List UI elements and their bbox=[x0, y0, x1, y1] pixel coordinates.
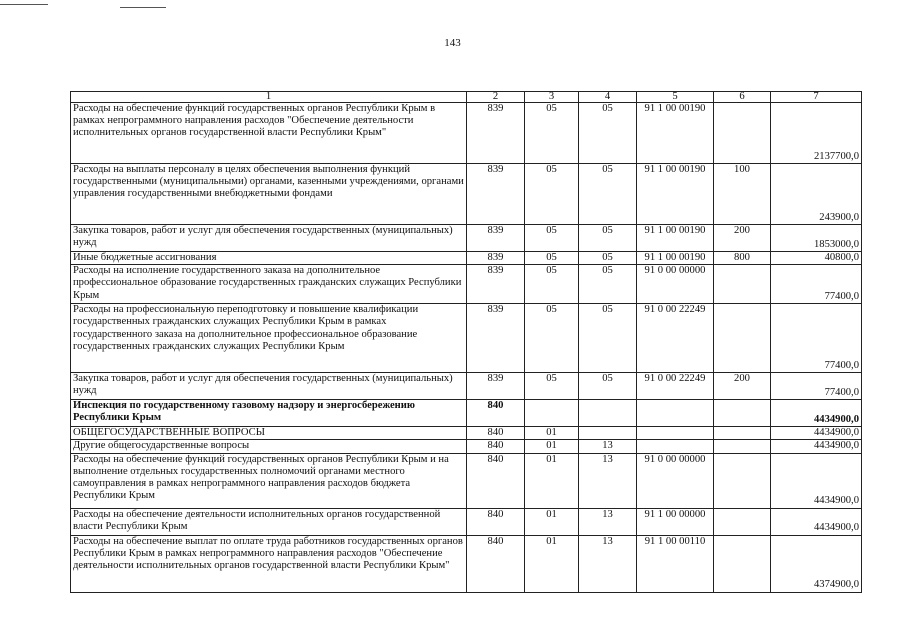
budget-table bbox=[70, 91, 862, 593]
row-section: 05 bbox=[525, 164, 579, 225]
row-description: Закупка товаров, работ и услуг для обеспечения государственных (муниципальных) нужд bbox=[71, 373, 467, 400]
row-amount: 40800,0 bbox=[771, 252, 862, 265]
header-cell: 4 bbox=[579, 92, 637, 103]
header-cell: 2 bbox=[467, 92, 525, 103]
header-cell: 7 bbox=[771, 92, 862, 103]
row-target-article: 91 0 00 22249 bbox=[637, 304, 714, 373]
row-ministry-code: 839 bbox=[467, 164, 525, 225]
row-section: 05 bbox=[525, 225, 579, 252]
row-expense-type: 200 bbox=[714, 373, 771, 400]
table-row bbox=[71, 164, 862, 225]
table-row bbox=[71, 265, 862, 304]
row-expense-type bbox=[714, 400, 771, 427]
row-subsection: 13 bbox=[579, 440, 637, 453]
row-description: Расходы на исполнение государственного заказа на дополнительное профессиональное образование государственных гражданских служащих Республики Крым bbox=[71, 265, 467, 304]
row-target-article bbox=[637, 440, 714, 453]
row-expense-type bbox=[714, 265, 771, 304]
row-target-article: 91 1 00 00110 bbox=[637, 535, 714, 592]
row-ministry-code: 840 bbox=[467, 400, 525, 427]
row-amount: 4434900,0 bbox=[771, 440, 862, 453]
row-subsection: 05 bbox=[579, 304, 637, 373]
table-row bbox=[71, 427, 862, 440]
row-target-article: 91 0 00 22249 bbox=[637, 373, 714, 400]
row-subsection: 05 bbox=[579, 265, 637, 304]
row-description: Расходы на обеспечение функций государственных органов Республики Крым и на выполнение отдельных государственных полномочий органами местного самоуправления в рамках непрограммного направления расходов бюджета Республики Крым bbox=[71, 453, 467, 508]
row-expense-type bbox=[714, 427, 771, 440]
row-ministry-code: 839 bbox=[467, 225, 525, 252]
row-ministry-code: 840 bbox=[467, 440, 525, 453]
row-subsection: 05 bbox=[579, 252, 637, 265]
row-ministry-code: 840 bbox=[467, 427, 525, 440]
row-target-article: 91 1 00 00000 bbox=[637, 508, 714, 535]
row-target-article: 91 1 00 00190 bbox=[637, 225, 714, 252]
table-row bbox=[71, 400, 862, 427]
row-expense-type bbox=[714, 103, 771, 164]
row-amount: 4434900,0 bbox=[771, 453, 862, 508]
row-amount: 1853000,0 bbox=[771, 225, 862, 252]
table-row bbox=[71, 103, 862, 164]
table-header-row bbox=[71, 92, 862, 103]
row-expense-type bbox=[714, 535, 771, 592]
row-expense-type bbox=[714, 453, 771, 508]
row-description: Расходы на обеспечение выплат по оплате труда работников государственных органов Республики Крым в рамках непрограммного направления расходов "Обеспечение деятельности исполнительных органов государственной власти Республики Крым" bbox=[71, 535, 467, 592]
row-ministry-code: 840 bbox=[467, 535, 525, 592]
row-expense-type: 200 bbox=[714, 225, 771, 252]
row-expense-type bbox=[714, 304, 771, 373]
row-subsection bbox=[579, 427, 637, 440]
table-row bbox=[71, 252, 862, 265]
header-cell: 6 bbox=[714, 92, 771, 103]
row-ministry-code: 840 bbox=[467, 453, 525, 508]
row-amount: 243900,0 bbox=[771, 164, 862, 225]
table-row bbox=[71, 373, 862, 400]
row-target-article: 91 1 00 00190 bbox=[637, 103, 714, 164]
row-section: 05 bbox=[525, 252, 579, 265]
row-section: 01 bbox=[525, 440, 579, 453]
row-subsection: 13 bbox=[579, 535, 637, 592]
row-amount: 4434900,0 bbox=[771, 400, 862, 427]
row-subsection: 05 bbox=[579, 373, 637, 400]
table-row bbox=[71, 304, 862, 373]
row-expense-type bbox=[714, 440, 771, 453]
row-description: ОБЩЕГОСУДАРСТВЕННЫЕ ВОПРОСЫ bbox=[71, 427, 467, 440]
row-subsection bbox=[579, 400, 637, 427]
row-subsection: 05 bbox=[579, 225, 637, 252]
row-expense-type: 800 bbox=[714, 252, 771, 265]
row-ministry-code: 839 bbox=[467, 103, 525, 164]
row-amount: 77400,0 bbox=[771, 265, 862, 304]
row-expense-type: 100 bbox=[714, 164, 771, 225]
header-cell: 3 bbox=[525, 92, 579, 103]
row-subsection: 13 bbox=[579, 508, 637, 535]
row-section: 05 bbox=[525, 265, 579, 304]
row-amount: 4434900,0 bbox=[771, 508, 862, 535]
row-ministry-code: 839 bbox=[467, 304, 525, 373]
row-description: Расходы на профессиональную переподготовку и повышение квалификации государственных гражданских служащих Республики Крым в рамках государственного заказа на дополнительное профессиональное образование государственных гражданских служащих Республики Крым bbox=[71, 304, 467, 373]
row-target-article: 91 0 00 00000 bbox=[637, 265, 714, 304]
row-description: Расходы на выплаты персоналу в целях обеспечения выполнения функций государственными (муниципальными) органами, казенными учреждениями, органами управления государственными внебюджетными фондами bbox=[71, 164, 467, 225]
table-row bbox=[71, 535, 862, 592]
scan-artifact-line bbox=[120, 7, 166, 8]
header-cell: 5 bbox=[637, 92, 714, 103]
row-amount: 4434900,0 bbox=[771, 427, 862, 440]
row-expense-type bbox=[714, 508, 771, 535]
page-number: 143 bbox=[444, 37, 461, 49]
row-description: Закупка товаров, работ и услуг для обеспечения государственных (муниципальных) нужд bbox=[71, 225, 467, 252]
row-description: Инспекция по государственному газовому надзору и энергосбережению Республики Крым bbox=[71, 400, 467, 427]
row-target-article: 91 1 00 00190 bbox=[637, 252, 714, 265]
row-amount: 77400,0 bbox=[771, 304, 862, 373]
row-amount: 77400,0 bbox=[771, 373, 862, 400]
row-target-article: 91 0 00 00000 bbox=[637, 453, 714, 508]
row-target-article bbox=[637, 427, 714, 440]
row-subsection: 05 bbox=[579, 164, 637, 225]
row-section: 01 bbox=[525, 453, 579, 508]
table-row bbox=[71, 225, 862, 252]
row-section: 05 bbox=[525, 373, 579, 400]
row-section: 01 bbox=[525, 508, 579, 535]
row-section: 05 bbox=[525, 103, 579, 164]
table-row bbox=[71, 440, 862, 453]
row-description: Расходы на обеспечение деятельности исполнительных органов государственной власти Республики Крым bbox=[71, 508, 467, 535]
row-section: 01 bbox=[525, 535, 579, 592]
row-section bbox=[525, 400, 579, 427]
table-row bbox=[71, 453, 862, 508]
table-row bbox=[71, 508, 862, 535]
row-ministry-code: 840 bbox=[467, 508, 525, 535]
row-target-article bbox=[637, 400, 714, 427]
row-description: Расходы на обеспечение функций государственных органов Республики Крым в рамках непрограммного направления расходов "Обеспечение деятельности исполнительных органов государственной власти Республики Крым" bbox=[71, 103, 467, 164]
row-ministry-code: 839 bbox=[467, 265, 525, 304]
scan-artifact-line bbox=[0, 4, 48, 5]
row-target-article: 91 1 00 00190 bbox=[637, 164, 714, 225]
row-amount: 2137700,0 bbox=[771, 103, 862, 164]
row-section: 01 bbox=[525, 427, 579, 440]
row-subsection: 05 bbox=[579, 103, 637, 164]
row-subsection: 13 bbox=[579, 453, 637, 508]
row-description: Иные бюджетные ассигнования bbox=[71, 252, 467, 265]
row-ministry-code: 839 bbox=[467, 373, 525, 400]
header-cell: 1 bbox=[71, 92, 467, 103]
row-ministry-code: 839 bbox=[467, 252, 525, 265]
row-section: 05 bbox=[525, 304, 579, 373]
row-description: Другие общегосударственные вопросы bbox=[71, 440, 467, 453]
row-amount: 4374900,0 bbox=[771, 535, 862, 592]
